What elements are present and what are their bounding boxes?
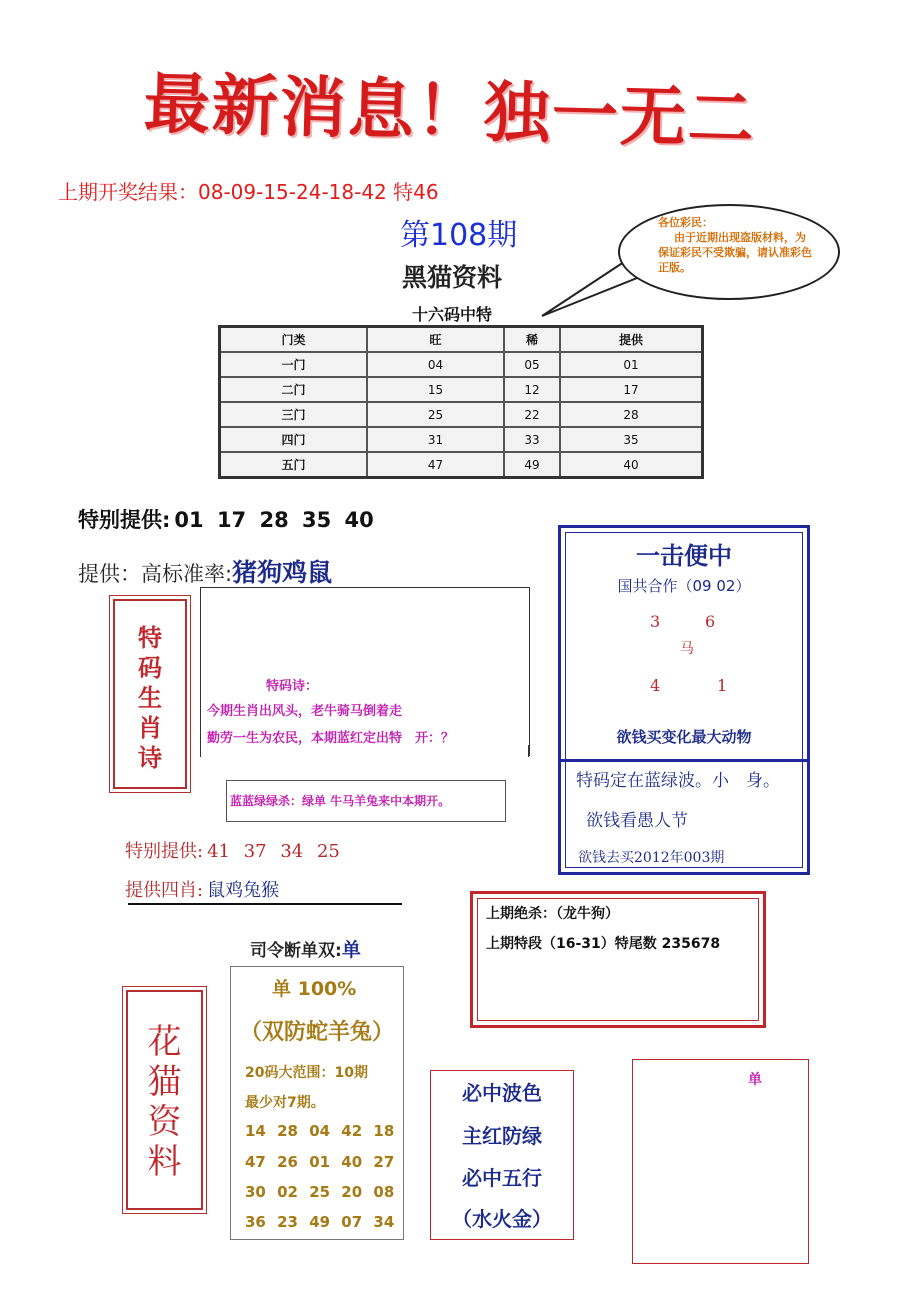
table-cell: 28 (560, 402, 703, 427)
section-rule (128, 903, 402, 905)
table-cell: 三门 (220, 402, 368, 427)
huamao-vertical-title-box (126, 990, 203, 1210)
provide-zodiac-label: 提供：高标准率: (78, 562, 233, 586)
guard-zodiacs: （双防蛇羊兔） (240, 1019, 395, 1045)
table-cell: 47 (367, 452, 504, 478)
four-zodiac-values: 鼠鸡兔猴 (207, 880, 280, 901)
heimao-title: 黑猫资料 (402, 263, 503, 292)
odd-even-value: 单 (341, 939, 361, 961)
wave-box-line: 主红防绿 (462, 1124, 542, 1148)
range-20-line: 20码大范围：10期 (245, 1065, 368, 1081)
huamao-vertical-title: 花猫资料 (147, 1022, 182, 1182)
special-provide-2 (125, 837, 340, 863)
table-cell: 35 (560, 427, 703, 452)
blank-box (632, 1059, 809, 1264)
poem-line-1: 今期生肖出风头，老牛骑马倒着走 (207, 704, 403, 719)
table-cell: 四门 (220, 427, 368, 452)
issue-number: 第108期 (400, 218, 518, 253)
table-cell: 22 (504, 402, 560, 427)
sixteen-code-title: 十六码中特 (412, 305, 493, 324)
last-segment-line: 上期特段（16-31）特尾数 235678 (486, 936, 721, 952)
table-cell: 05 (504, 352, 560, 377)
table-row (220, 402, 703, 427)
table-cell: 31 (367, 427, 504, 452)
odd-percent: 单 100% (272, 978, 357, 1000)
col-header-category: 门类 (220, 327, 368, 353)
riddle-line: 欲钱买变化最大动物 (616, 728, 752, 746)
poem-title: 特码诗： (266, 679, 319, 694)
clue-number: 4 (650, 676, 661, 695)
table-cell: 01 (560, 352, 703, 377)
provide-zodiac-line (78, 553, 332, 589)
bubble-message: 由于近期出现盗版材料，为保证彩民不受欺骗，请认准彩色正版。 (658, 231, 812, 274)
table-cell: 12 (504, 377, 560, 402)
number-grid-row: 14 28 04 42 18 (245, 1122, 395, 1140)
poem-line-2: 勤劳一生为农民，本期蓝红定出特 开：？ (207, 731, 455, 746)
table-cell: 40 (560, 452, 703, 478)
table-cell: 一门 (220, 352, 368, 377)
special-provide-1 (78, 504, 374, 534)
coop-line: 国共合作（09 02） (617, 577, 751, 595)
wave-box-line: （水火金） (452, 1207, 552, 1231)
odd-even-line (250, 935, 361, 962)
wave-box-line: 必中波色 (462, 1081, 542, 1105)
sixteen-code-table (218, 325, 704, 479)
one-hit-divider (561, 759, 807, 762)
table-header-row (220, 327, 703, 353)
table-row (220, 452, 703, 478)
special-provide-1-label: 特别提供: (78, 508, 171, 532)
number-grid-row: 36 23 49 07 34 (245, 1213, 395, 1231)
col-header-rare: 稀 (504, 327, 560, 353)
table-cell: 25 (367, 402, 504, 427)
buy-2012-hint: 欲钱去买2012年003期 (578, 850, 725, 866)
special-provide-2-label: 特别提供: (125, 841, 204, 862)
col-header-provide: 提供 (560, 327, 703, 353)
poem-frame-bracket-right (528, 745, 529, 757)
poem-frame-bracket-left (200, 745, 201, 757)
number-grid-row: 30 02 25 20 08 (245, 1183, 395, 1201)
table-row (220, 377, 703, 402)
blank-box-label: 单 (748, 1072, 762, 1088)
kill-text: 蓝蓝绿绿杀：绿单 牛马羊兔来中本期开。 (230, 794, 451, 808)
last-kill-line: 上期绝杀：（龙牛狗） (486, 906, 619, 922)
table-row (220, 352, 703, 377)
table-cell: 49 (504, 452, 560, 478)
poem-vertical-title-box (113, 599, 187, 789)
table-cell: 04 (367, 352, 504, 377)
provide-zodiac-values: 猪狗鸡鼠 (232, 558, 333, 587)
four-zodiac-line (125, 876, 279, 902)
bubble-text (658, 215, 816, 275)
bubble-greeting: 各位彩民： (658, 216, 713, 229)
wave-hint: 特码定在蓝绿波。小 身。 (576, 771, 780, 791)
col-header-hot: 旺 (367, 327, 504, 353)
number-grid-row: 47 26 01 40 27 (245, 1153, 395, 1171)
fool-day-hint: 欲钱看愚人节 (586, 811, 688, 831)
min-7-line: 最少对7期。 (245, 1095, 325, 1111)
special-provide-2-numbers: 41 37 34 25 (207, 841, 340, 862)
last-result-line: 上期开奖结果：08-09-15-24-18-42 特46 (58, 180, 439, 204)
four-zodiac-label: 提供四肖: (125, 880, 204, 901)
one-hit-title: 一击便中 (636, 541, 732, 570)
clue-number: 3 (650, 612, 661, 631)
odd-even-label: 司令断单双: (250, 941, 342, 961)
poem-vertical-title: 特码生肖诗 (138, 623, 162, 772)
clue-center-zodiac: 马 (680, 641, 694, 657)
main-title: 最新消息！独一无二 (142, 64, 757, 158)
table-cell: 17 (560, 377, 703, 402)
wave-box-line: 必中五行 (462, 1166, 542, 1190)
clue-number: 1 (717, 676, 728, 695)
table-cell: 五门 (220, 452, 368, 478)
table-cell: 15 (367, 377, 504, 402)
table-cell: 33 (504, 427, 560, 452)
clue-number: 6 (705, 612, 716, 631)
special-provide-1-numbers: 01 17 28 35 40 (174, 508, 374, 532)
table-cell: 二门 (220, 377, 368, 402)
table-row (220, 427, 703, 452)
